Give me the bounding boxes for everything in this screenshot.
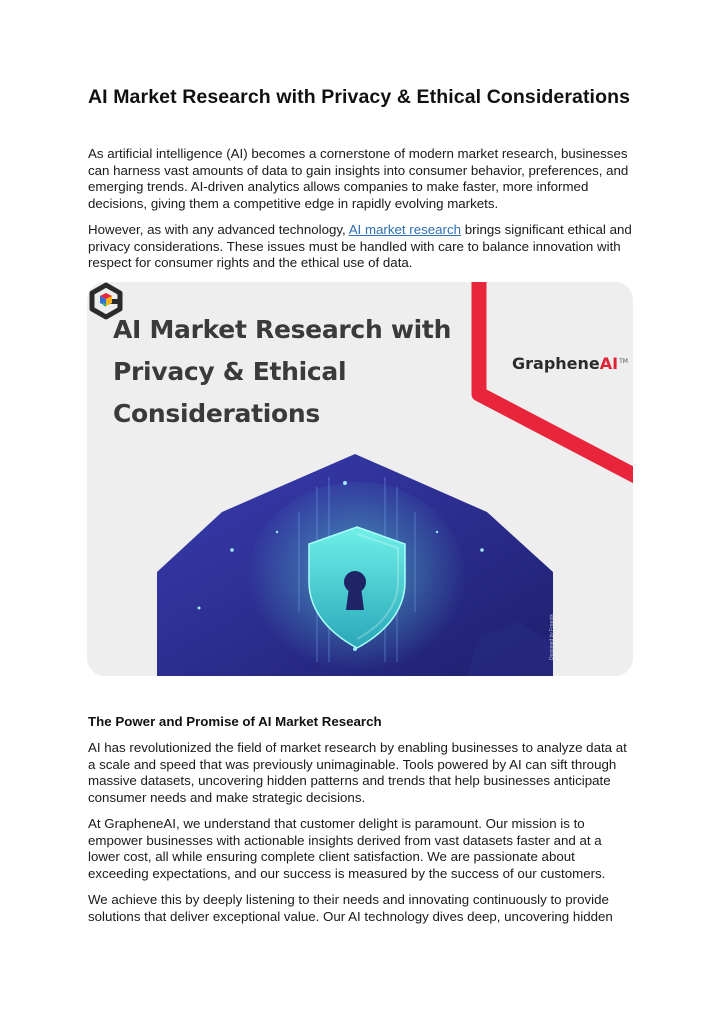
banner-title-line: AI Market Research with <box>113 315 452 344</box>
section-paragraph-1 <box>88 740 648 806</box>
banner-title-line: Privacy & Ethical <box>113 357 347 386</box>
text-line: massive datasets, uncovering hidden patterns and trends that help businesses anticipate <box>88 773 611 789</box>
text-segment: brings significant ethical and <box>461 222 632 237</box>
text-line: As artificial intelligence (AI) becomes a cornerstone of modern market research, businesses <box>88 146 628 161</box>
text-segment: However, as with any advanced technology, <box>88 222 349 237</box>
section-paragraph-2 <box>88 816 648 882</box>
image-credit: Designed by Freepik <box>549 614 555 660</box>
hero-banner-image <box>87 282 633 676</box>
banner-title-line: Considerations <box>113 399 320 428</box>
ai-market-research-link[interactable]: AI market research <box>348 222 462 237</box>
text-line: AI has revolutionized the field of market research by enabling businesses to analyze data at <box>88 740 627 755</box>
text-line: emerging trends. AI-driven analytics allows companies to make faster, more informed <box>88 179 589 195</box>
text-line <box>88 222 648 239</box>
text-line: respect for consumer rights and the ethical use of data. <box>88 255 413 271</box>
text-line: a scale and speed that was previously unimaginable. Tools powered by AI can sift through <box>88 756 617 772</box>
privacy-paragraph <box>88 222 648 272</box>
intro-paragraph <box>88 146 648 212</box>
text-line: At GrapheneAI, we understand that customer delight is paramount. Our mission is to <box>88 816 585 831</box>
text-line: privacy considerations. These issues must be handled with care to balance innovation with <box>88 238 621 254</box>
banner-title <box>113 309 451 435</box>
text-line: We achieve this by deeply listening to their needs and innovating continuously to provide <box>88 892 609 907</box>
text-line: solutions that deliver exceptional value. Our AI technology dives deep, uncovering hidden <box>88 908 613 924</box>
section-heading: The Power and Promise of AI Market Research <box>88 714 382 729</box>
page-title: AI Market Research with Privacy & Ethical Considerations <box>88 86 631 108</box>
graphene-logo-icon <box>87 282 125 320</box>
text-line: can harness vast amounts of data to gain insights into consumer behavior, preferences, and <box>88 162 629 178</box>
graphene-logo-text <box>512 354 628 373</box>
logo-text-main: Graphene <box>512 354 600 373</box>
text-line: empower businesses with actionable insights derived from vast datasets faster and at a <box>88 832 602 848</box>
section-paragraph-3 <box>88 892 648 925</box>
text-line: exceeding expectations, and our success is measured by the success of our customers. <box>88 865 606 881</box>
text-line: decisions, giving them a competitive edge in rapidly evolving markets. <box>88 195 499 211</box>
logo-trademark: TM <box>619 357 628 365</box>
text-line: lower cost, all while ensuring complete client satisfaction. We are passionate about <box>88 849 575 865</box>
text-line: consumer needs and make strategic decisions. <box>88 789 366 805</box>
logo-text-accent: AI <box>599 354 619 373</box>
